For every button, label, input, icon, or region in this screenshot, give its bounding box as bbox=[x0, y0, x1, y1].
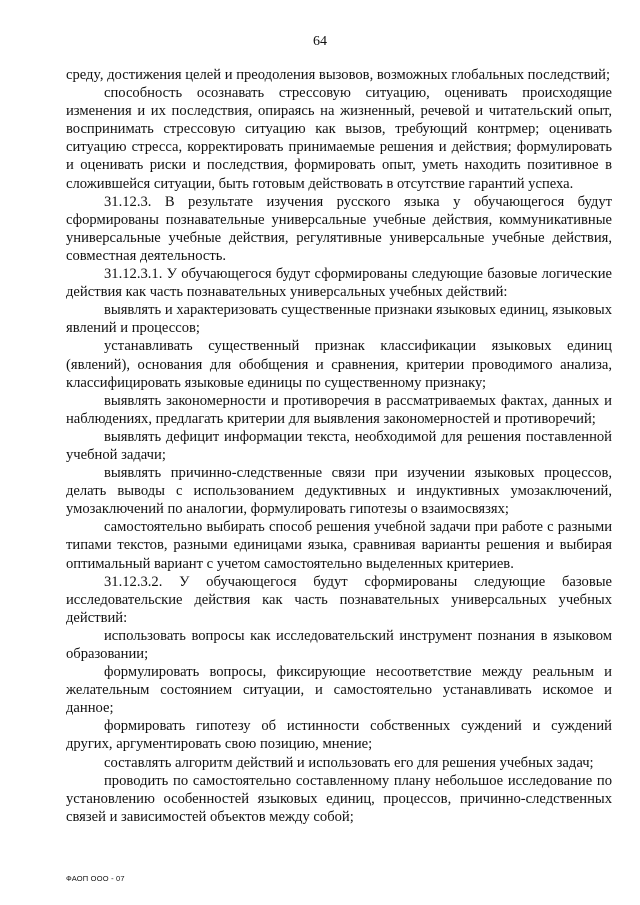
paragraph-3: 31.12.3. В результате изучения русского языка у обучающегося будут сформированы познавательные универсальные учебные действия, коммуникативные универсальные учебные действия, регулятивные универсальные учебные действия, совместная деятельность. bbox=[66, 193, 612, 264]
paragraph-6: устанавливать существенный признак классификации языковых единиц (явлений), основания для обобщения и сравнения, критерии проводимого анализа, классифицировать языковые единицы по существенному признаку; bbox=[66, 338, 612, 391]
document-body bbox=[66, 66, 612, 826]
paragraph-10: самостоятельно выбирать способ решения учебной задачи при работе с разными типами текстов, разными единицами языка, сравнивая варианты решения и выбирая оптимальный вариант с учетом самостоятельно выделенных критериев. bbox=[66, 519, 612, 572]
paragraph-9: выявлять причинно-следственные связи при изучении языковых процессов, делать выводы с использованием дедуктивных и индуктивных умозаключений, умозаключений по аналогии, формулировать гипотезы о взаимосвязях; bbox=[66, 465, 612, 518]
paragraph-14: формировать гипотезу об истинности собственных суждений и суждений других, аргументировать свою позицию, мнение; bbox=[66, 718, 612, 753]
paragraph-12: использовать вопросы как исследовательский инструмент познания в языковом образовании; bbox=[66, 627, 612, 662]
paragraph-11: 31.12.3.2. У обучающегося будут сформированы следующие базовые исследовательские действия как часть познавательных универсальных учебных действий: bbox=[66, 573, 612, 626]
paragraph-15: составлять алгоритм действий и использовать его для решения учебных задач; bbox=[104, 754, 594, 771]
paragraph-7: выявлять закономерности и противоречия в рассматриваемых фактах, данных и наблюдениях, предлагать критерии для выявления закономерностей и противоречий; bbox=[66, 392, 612, 427]
paragraph-5: выявлять и характеризовать существенные признаки языковых единиц, языковых явлений и процессов; bbox=[66, 302, 612, 337]
page-number: 64 bbox=[313, 34, 327, 49]
paragraph-13: формулировать вопросы, фиксирующие несоответствие между реальным и желательным состоянием ситуации, и самостоятельно устанавливать искомое и данное; bbox=[66, 664, 612, 717]
paragraph-8: выявлять дефицит информации текста, необходимой для решения поставленной учебной задачи; bbox=[66, 428, 612, 463]
footer-code: ФАОП ООО - 07 bbox=[66, 874, 125, 883]
paragraph-16: проводить по самостоятельно составленному плану небольшое исследование по установлению особенностей языковых единиц, процессов, причинно-следственных связей и зависимостей объектов между собой; bbox=[66, 772, 612, 825]
paragraph-2: способность осознавать стрессовую ситуацию, оценивать происходящие изменения и их последствия, опираясь на жизненный, речевой и читательский опыт, воспринимать стрессовую ситуацию как вызов, требующий контрмер; оценивать ситуацию стресса, корректировать принимаемые решения и действия; формулировать и оценивать риски и последствия, формировать опыт, уметь находить позитивное в сложившейся ситуации, быть готовым действовать в отсутствие гарантий успеха. bbox=[66, 85, 612, 192]
paragraph-1: средy, достижения целей и преодоления вызовов, возможных глобальных последствий; bbox=[66, 67, 611, 83]
paragraph-4: 31.12.3.1. У обучающегося будут сформированы следующие базовые логические действия как часть познавательных универсальных учебных действий: bbox=[66, 266, 612, 301]
